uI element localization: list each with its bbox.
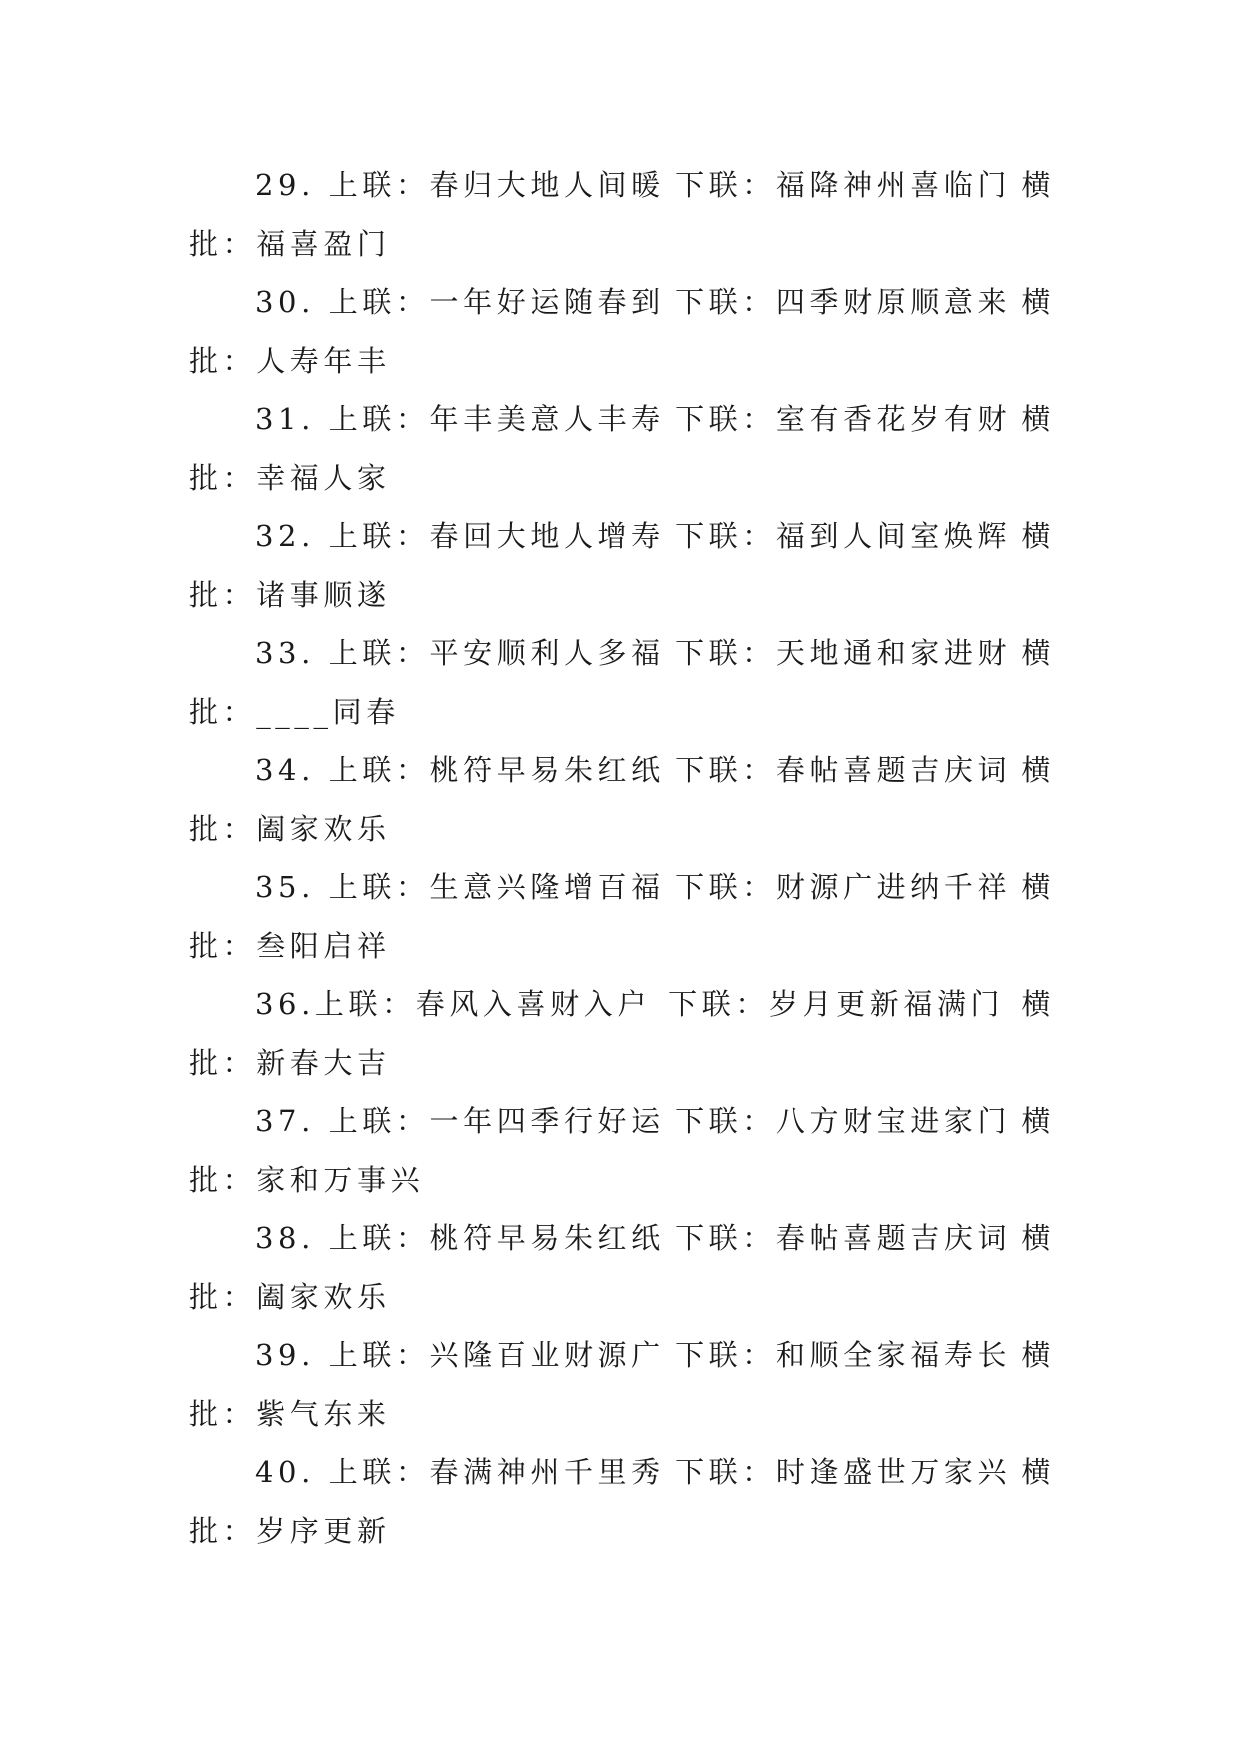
upper-couplet: 31. 上联：年丰美意人丰寿: [255, 402, 665, 436]
couplet-line-first: [189, 1209, 1055, 1268]
lower-couplet: 下联：和顺全家福寿长: [675, 1338, 1012, 1372]
couplet-entry: [189, 1209, 1055, 1326]
horizontal-scroll: 批：幸福人家: [189, 460, 391, 495]
horizontal-scroll: 批：____同春: [189, 694, 400, 729]
horizontal-scroll-prefix: 横: [1021, 168, 1055, 202]
couplet-entry: [189, 156, 1055, 273]
horizontal-scroll: 批：岁序更新: [189, 1513, 391, 1548]
lower-couplet: 下联：室有香花岁有财: [675, 402, 1012, 436]
horizontal-scroll-prefix: 横: [1021, 402, 1055, 436]
couplet-entry: [189, 624, 1055, 741]
couplet-entry: [189, 1326, 1055, 1443]
couplet-entry: [189, 741, 1055, 858]
horizontal-scroll: 批：诸事顺遂: [189, 577, 391, 612]
upper-couplet: 40. 上联：春满神州千里秀: [255, 1455, 665, 1489]
couplet-entry: [189, 390, 1055, 507]
upper-couplet: 32. 上联：春回大地人增寿: [255, 519, 665, 553]
upper-couplet: 38. 上联：桃符早易朱红纸: [255, 1221, 665, 1255]
couplet-line-first: [189, 390, 1055, 449]
lower-couplet: 下联：天地通和家进财: [675, 636, 1012, 670]
horizontal-scroll: 批：阖家欢乐: [189, 1279, 391, 1314]
lower-couplet: 下联：财源广进纳千祥: [675, 870, 1012, 904]
upper-couplet: 39. 上联：兴隆百业财源广: [255, 1338, 665, 1372]
lower-couplet: 下联：时逢盛世万家兴: [675, 1455, 1012, 1489]
horizontal-scroll-prefix: 横: [1021, 987, 1055, 1021]
lower-couplet: 下联：春帖喜题吉庆词: [675, 753, 1012, 787]
horizontal-scroll: 批：家和万事兴: [189, 1162, 425, 1197]
couplet-line-first: [189, 975, 1055, 1034]
couplet-entry: [189, 507, 1055, 624]
horizontal-scroll: 批：叁阳启祥: [189, 928, 391, 963]
horizontal-scroll-prefix: 横: [1021, 285, 1055, 319]
couplet-line-first: [189, 156, 1055, 215]
couplet-entry: [189, 273, 1055, 390]
horizontal-scroll: 批：人寿年丰: [189, 343, 391, 378]
couplet-entry: [189, 1443, 1055, 1560]
horizontal-scroll-prefix: 横: [1021, 1104, 1055, 1138]
couplet-entry: [189, 858, 1055, 975]
horizontal-scroll-prefix: 横: [1021, 519, 1055, 553]
lower-couplet: 下联：福降神州喜临门: [675, 168, 1012, 202]
couplet-entry: [189, 975, 1055, 1092]
lower-couplet: 下联：春帖喜题吉庆词: [675, 1221, 1012, 1255]
upper-couplet: 33. 上联：平安顺利人多福: [255, 636, 665, 670]
upper-couplet: 37. 上联：一年四季行好运: [255, 1104, 665, 1138]
horizontal-scroll: 批：福喜盈门: [189, 226, 391, 261]
couplet-line-first: [189, 1443, 1055, 1502]
horizontal-scroll-prefix: 横: [1021, 870, 1055, 904]
upper-couplet: 36.上联：春风入喜财入户: [255, 987, 651, 1021]
horizontal-scroll-prefix: 横: [1021, 1338, 1055, 1372]
horizontal-scroll: 批：阖家欢乐: [189, 811, 391, 846]
upper-couplet: 30. 上联：一年好运随春到: [255, 285, 665, 319]
horizontal-scroll-prefix: 横: [1021, 1221, 1055, 1255]
couplet-entry: [189, 1092, 1055, 1209]
couplet-line-first: [189, 741, 1055, 800]
lower-couplet: 下联：四季财原顺意来: [675, 285, 1012, 319]
couplet-line-first: [189, 1326, 1055, 1385]
lower-couplet: 下联：福到人间室焕辉: [675, 519, 1012, 553]
couplet-line-first: [189, 624, 1055, 683]
couplet-line-first: [189, 1092, 1055, 1151]
horizontal-scroll-prefix: 横: [1021, 753, 1055, 787]
lower-couplet: 下联：岁月更新福满门: [668, 987, 1005, 1021]
lower-couplet: 下联：八方财宝进家门: [675, 1104, 1012, 1138]
upper-couplet: 34. 上联：桃符早易朱红纸: [255, 753, 665, 787]
upper-couplet: 35. 上联：生意兴隆增百福: [255, 870, 665, 904]
couplet-line-first: [189, 858, 1055, 917]
couplet-line-first: [189, 273, 1055, 332]
upper-couplet: 29. 上联：春归大地人间暖: [255, 168, 665, 202]
couplet-line-first: [189, 507, 1055, 566]
horizontal-scroll-prefix: 横: [1021, 1455, 1055, 1489]
horizontal-scroll-prefix: 横: [1021, 636, 1055, 670]
horizontal-scroll: 批：紫气东来: [189, 1396, 391, 1431]
horizontal-scroll: 批：新春大吉: [189, 1045, 391, 1080]
couplet-list: [189, 156, 1055, 1560]
